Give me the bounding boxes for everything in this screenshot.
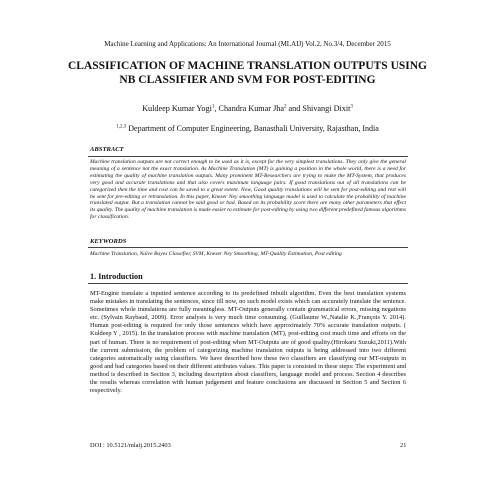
abstract-text: Machine translation outputs are not correct enough to be used as it is, except for the very simplest translations. They only give the general meaning of a sentence not the exact translation. As Machine Translation (MT) is gaining a position in the whole world, there is a need for estimating the quality of machine translation outputs. Many prominent MT-Researchers are trying to make the MT-System, that produces very good and accurate translations and that also covers maximum language pairs. If good translations out of all translations can be categorized then the time and cost can be saved to a great extent. Now, Good quality translations will be sent for post-editing and rest will be sent for pre-editing or retranslation. In this paper, Kneser Ney smoothing language model is used to calculate the probability of machine translated output. But a translation cannot be said good or bad. Based on its probability score there are many other parameters that effect its quality. The quality of machine translation is made easier to estimate for post-editing by using two different predefined famous algorithms for classification. (90, 159, 406, 221)
section-divider (88, 283, 408, 284)
doi-footer: DOI : 10.5121/mlaij.2015.2403 (90, 442, 171, 449)
author-mark: 3 (350, 104, 353, 110)
section-body-text: MT-Engine translate a inputted sentence according to its predefined inbuilt algorithm. Even the best translation systems make mistakes in translating the sentences, since till now, no such model exists which can accurately translate the sentence. Sometimes whole translations are fully meaningless. MT-Outputs generally contain grammatical errors, missing negations etc. (Sylvain Raybaud, 2009). Error analysis is very much time consuming. (Guillaume W.,Natalie K.,François Y. 2014). Human post-editing is required for only those sentences which have approximately 70% accurate translation outputs. ( Kuldeep Y , 2015). In the translation process with machine translation (MT), post-editing cost much time and efforts on the part of human. There is no requirement of post-editing when MT-Outputs are of good quality.(Hirokaru Suzuki,2011).With the current submission, the problem of categorizing machine translation outputs is being addressed into two different categories automatically using classifiers. We have described how these two classifiers are classifying our MT-outputs in good and bad categories based on their different attributes values. This paper is consisted in these steps: The experiment and method is described in Section 3, including description about classifiers, language model and process. Section 4 describes the results whereas correlation with human judgement and feature conclusions are discussed in Section 5 and Section 6 respectively. (90, 290, 406, 395)
paper-title: CLASSIFICATION OF MACHINE TRANSLATION OUTPUTS USING NB CLASSIFIER AND SVM FOR POST-EDITING (67, 60, 427, 86)
keywords-divider (88, 247, 408, 248)
author-name: Chandra Kumar Jha (218, 104, 284, 113)
keywords-heading: KEYWORDS (90, 238, 127, 245)
abstract-divider (88, 156, 408, 157)
affiliation-mark: 1,2,3 (116, 124, 127, 130)
affiliation-line (0, 124, 495, 133)
page-number: 21 (400, 442, 407, 449)
author-name: Kuldeep Kumar Yogi (142, 104, 212, 113)
section-heading: 1. Introduction (90, 272, 143, 281)
keywords-text: Machine Translation, Naïve Bayes Classifier, SVM, Kneser Ney Smoothing, MT-Quality Estimation, Post editing (90, 251, 342, 257)
author-separator: and (286, 104, 303, 113)
author-separator: , (214, 104, 219, 113)
author-line (0, 104, 495, 113)
author-mark: 2 (283, 104, 287, 110)
author-mark: 1 (211, 104, 215, 110)
journal-header: Machine Learning and Applications: An International Journal (MLAIJ) Vol.2, No.3/4, December 2015 (104, 40, 391, 48)
abstract-heading: ABSTRACT (90, 146, 124, 153)
affiliation-text: Department of Computer Engineering, Banasthali University, Rajasthan, India (126, 124, 379, 133)
author-name: Shivangi Dixit (302, 104, 351, 113)
